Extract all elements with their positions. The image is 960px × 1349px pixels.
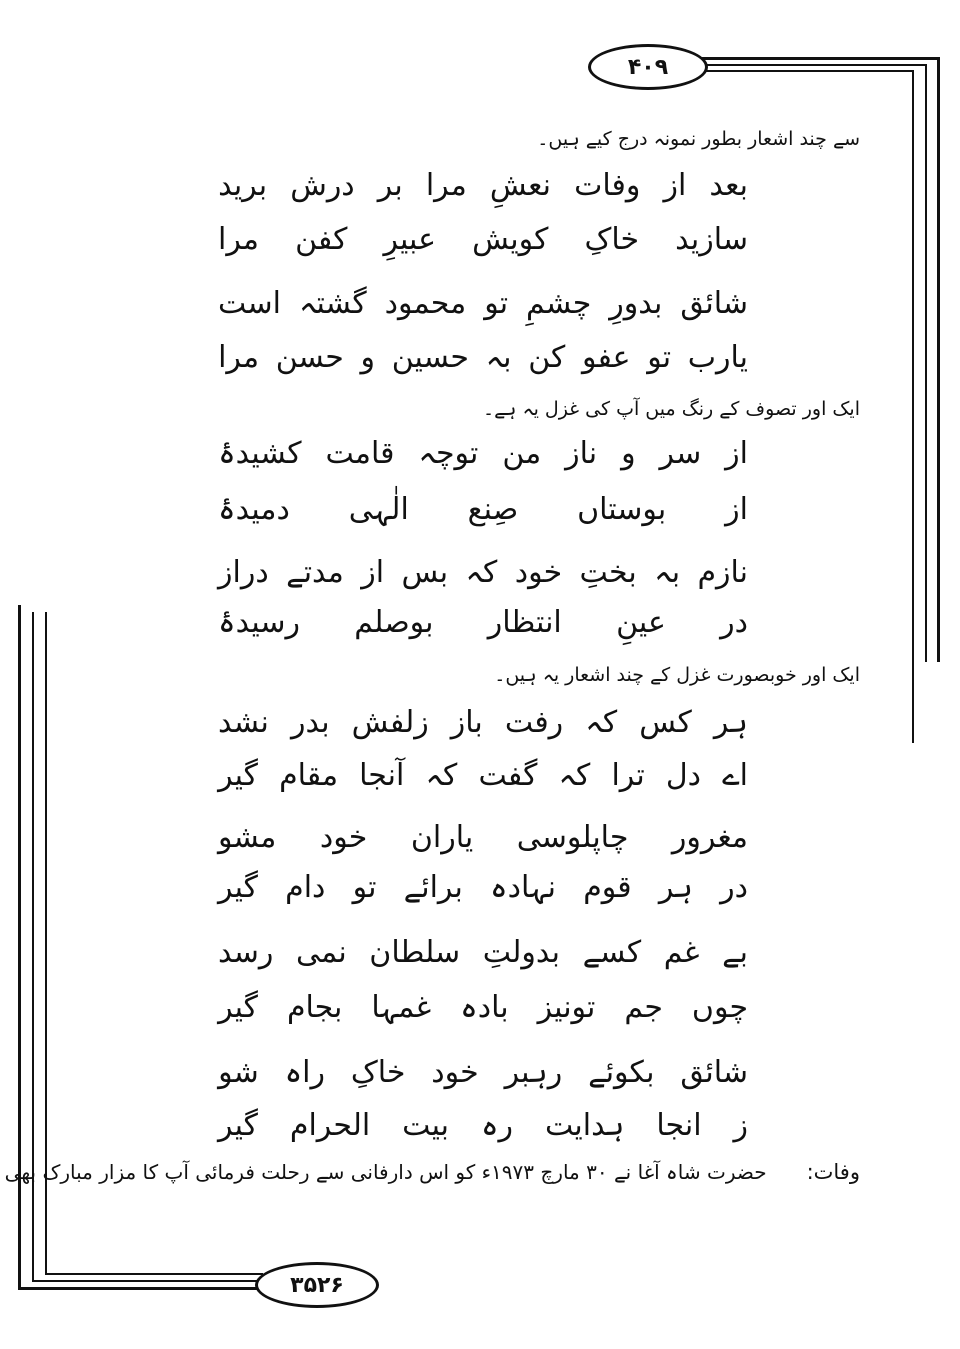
- page-number-top: ۴۰۹: [588, 44, 708, 90]
- verse-word: انتظار: [487, 605, 562, 640]
- frame-line-right-3: [912, 70, 914, 743]
- intro-line-3: ایک اور خوبصورت غزل کے چند اشعار یہ ہیں۔: [494, 664, 860, 686]
- verse-word: محمود: [384, 286, 467, 321]
- death-note: [5, 1160, 860, 1184]
- verse-word: بجام: [286, 990, 343, 1025]
- verse-word: یارب: [687, 340, 748, 375]
- verse-word: کفن: [295, 222, 348, 257]
- verse-word: عینِ: [616, 605, 666, 640]
- verse-word: نشد: [218, 705, 269, 740]
- verse-word: تو: [352, 870, 377, 905]
- verse-word: الٰہی: [348, 492, 409, 527]
- verse-word: الحرام: [289, 1108, 371, 1143]
- verse-word: از: [725, 436, 748, 471]
- intro-line-2: ایک اور تصوف کے رنگ میں آپ کی غزل یہ ہے۔: [483, 398, 860, 420]
- verse-word: از: [361, 555, 385, 590]
- verse-word: گفت: [478, 758, 538, 793]
- verse-word: ترا: [611, 758, 645, 793]
- verse-word: رسد: [218, 935, 274, 970]
- verse-word: ہر: [713, 705, 748, 740]
- verse-word: نمی: [295, 935, 347, 970]
- verse-line: [218, 1055, 748, 1090]
- verse-line: [218, 492, 748, 527]
- verse-word: کشیدۂ: [218, 436, 302, 471]
- verse-word: نعشِ: [489, 168, 551, 203]
- verse-word: است: [218, 286, 281, 321]
- verse-word: بے: [722, 935, 748, 970]
- verse-word: بدر: [290, 705, 330, 740]
- verse-word: عفو: [581, 340, 631, 375]
- verse-word: درش: [290, 168, 355, 203]
- verse-word: عبیرِ: [383, 222, 436, 257]
- verse-word: غم: [663, 935, 700, 970]
- verse-word: برائے: [403, 870, 463, 905]
- verse-word: در: [720, 870, 748, 905]
- frame-line-left-1: [18, 605, 21, 1289]
- verse-word: از: [663, 168, 687, 203]
- verse-word: کہ: [558, 758, 591, 793]
- verse-word: صِنع: [467, 492, 519, 527]
- verse-word: تو: [647, 340, 672, 375]
- verse-word: بہ: [485, 340, 512, 375]
- verse-word: حسن: [275, 340, 344, 375]
- frame-line-bottom-3: [45, 1273, 263, 1275]
- verse-word: و: [621, 436, 636, 471]
- verse-word: تونیز: [537, 990, 596, 1025]
- verse-word: گیر: [218, 870, 258, 905]
- verse-word: چشمِ: [526, 286, 592, 321]
- verse-word: کویش: [472, 222, 549, 257]
- verse-word: بادہ: [460, 990, 509, 1025]
- verse-line: [218, 820, 748, 855]
- verse-word: سازید: [675, 222, 748, 257]
- verse-word: گیر: [218, 758, 258, 793]
- frame-line-top-2: [700, 64, 927, 66]
- verse-line: [218, 990, 748, 1025]
- verse-word: دل: [665, 758, 701, 793]
- verse-word: دراز: [218, 555, 269, 590]
- frame-line-bottom-1: [18, 1287, 263, 1290]
- verse-word: مقام: [279, 758, 339, 793]
- verse-word: مشو: [218, 820, 277, 855]
- verse-word: زلفش: [351, 705, 429, 740]
- verse-word: بکوئے: [588, 1055, 655, 1090]
- verse-line: [218, 286, 748, 321]
- verse-word: نازم: [697, 555, 748, 590]
- verse-word: وفات: [574, 168, 641, 203]
- verse-word: برید: [218, 168, 268, 203]
- verse-word: بوستاں: [577, 492, 667, 527]
- verse-word: سلطان: [369, 935, 461, 970]
- verse-word: چاپلوسی: [516, 820, 629, 855]
- verse-word: حسین: [391, 340, 469, 375]
- verse-word: ناز: [565, 436, 598, 471]
- frame-line-right-2: [925, 64, 927, 662]
- verse-word: راہ: [284, 1055, 325, 1090]
- verse-word: شو: [218, 1055, 259, 1090]
- verse-word: خاکِ: [584, 222, 640, 257]
- verse-line: [218, 705, 748, 740]
- verse-line: [218, 555, 748, 590]
- verse-word: از: [725, 492, 748, 527]
- verse-line: [218, 870, 748, 905]
- frame-line-bottom-2: [32, 1280, 263, 1282]
- verse-word: مرا: [218, 340, 260, 375]
- frame-line-top-3: [700, 70, 914, 72]
- verse-line: [218, 605, 748, 640]
- verse-word: بعد: [709, 168, 748, 203]
- verse-line: [218, 436, 748, 471]
- verse-word: گیر: [218, 990, 258, 1025]
- death-note-label: وفات:: [806, 1160, 860, 1184]
- verse-word: رہ: [480, 1108, 514, 1143]
- verse-word: بدورِ: [609, 286, 663, 321]
- verse-word: بہ: [654, 555, 681, 590]
- verse-word: ز: [733, 1108, 748, 1143]
- verse-word: خود: [514, 555, 563, 590]
- verse-word: شائق: [680, 286, 748, 321]
- verse-word: گیر: [218, 1108, 258, 1143]
- verse-word: ہدایت: [544, 1108, 625, 1143]
- verse-word: کہ: [585, 705, 618, 740]
- verse-word: غمہا: [371, 990, 432, 1025]
- page-number-bottom: ۳۵۲۶: [255, 1262, 379, 1308]
- verse-word: بدولتِ: [482, 935, 560, 970]
- verse-word: مغرور: [671, 820, 748, 855]
- verse-line: [218, 1108, 748, 1143]
- verse-line: [218, 340, 748, 375]
- verse-word: مرا: [218, 222, 260, 257]
- verse-word: مدتے: [286, 555, 344, 590]
- verse-word: کس: [639, 705, 692, 740]
- verse-line: [218, 935, 748, 970]
- verse-word: شائق: [680, 1055, 748, 1090]
- verse-word: خاکِ: [350, 1055, 406, 1090]
- frame-line-top-1: [700, 57, 940, 60]
- verse-word: قوم: [583, 870, 632, 905]
- frame-line-right-1: [937, 57, 940, 662]
- verse-line: [218, 168, 748, 203]
- verse-word: سر: [659, 436, 702, 471]
- verse-word: بیت: [402, 1108, 449, 1143]
- verse-word: توچہ: [418, 436, 479, 471]
- death-note-text: حضرت شاہ آغا نے ۳۰ مارچ ۱۹۷۳ء کو اس دارفانی سے رحلت فرمائی آپ کا مزار مبارک بھی: [4, 1160, 767, 1184]
- verse-word: جم: [624, 990, 663, 1025]
- verse-word: رسیدۂ: [218, 605, 301, 640]
- verse-word: رفت: [504, 705, 564, 740]
- verse-word: انجا: [656, 1108, 702, 1143]
- verse-word: قامت: [325, 436, 395, 471]
- verse-word: کہ: [465, 555, 498, 590]
- verse-word: تو: [484, 286, 509, 321]
- verse-line: [218, 222, 748, 257]
- verse-word: رہبر: [504, 1055, 563, 1090]
- verse-word: و: [360, 340, 376, 375]
- verse-word: اے: [722, 758, 748, 793]
- verse-word: بوصلم: [354, 605, 434, 640]
- verse-line: [218, 758, 748, 793]
- verse-word: بس: [401, 555, 449, 590]
- verse-word: خود: [431, 1055, 479, 1090]
- verse-word: بختِ: [579, 555, 637, 590]
- verse-word: در: [720, 605, 748, 640]
- verse-word: کن: [528, 340, 566, 375]
- verse-word: دمیدۂ: [218, 492, 290, 527]
- verse-word: کہ: [425, 758, 458, 793]
- verse-word: مرا: [425, 168, 467, 203]
- verse-word: یاران: [410, 820, 474, 855]
- verse-word: من: [502, 436, 542, 471]
- verse-word: کسے: [582, 935, 642, 970]
- verse-word: باز: [450, 705, 483, 740]
- verse-word: چوں: [691, 990, 748, 1025]
- verse-word: بر: [377, 168, 403, 203]
- verse-word: خود: [319, 820, 368, 855]
- verse-word: دام: [285, 870, 326, 905]
- intro-line-1: سے چند اشعار بطور نمونہ درج کیے ہیں۔: [537, 128, 860, 150]
- verse-word: ہر: [658, 870, 693, 905]
- verse-word: نہادہ: [490, 870, 557, 905]
- verse-word: گشتہ: [298, 286, 367, 321]
- verse-word: آنجا: [359, 758, 405, 793]
